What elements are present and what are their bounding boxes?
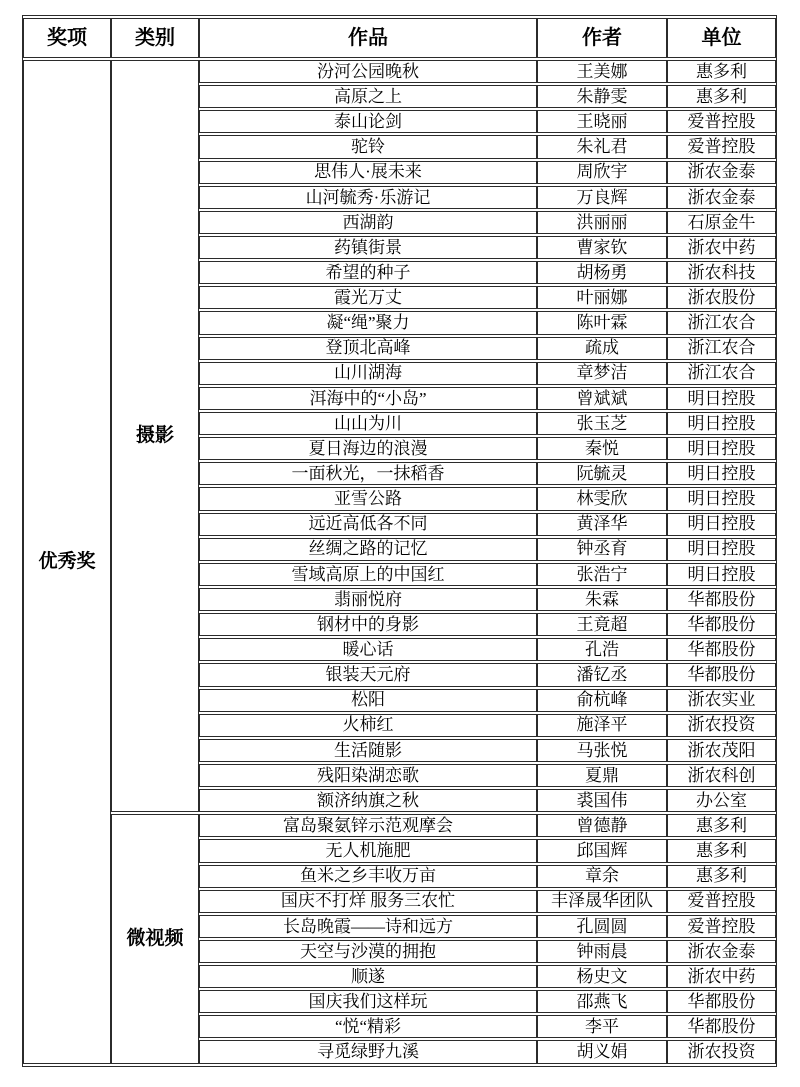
unit-cell: 华都股份 <box>667 1015 776 1038</box>
award-cell: 优秀奖 <box>23 60 111 1064</box>
work-cell: 暖心话 <box>199 638 537 661</box>
work-cell: 思伟人·展未来 <box>199 161 537 184</box>
unit-cell: 明日控股 <box>667 387 776 410</box>
unit-cell: 明日控股 <box>667 563 776 586</box>
awards-table <box>22 15 777 1067</box>
author-cell: 疏成 <box>537 337 667 360</box>
author-cell: 黄泽华 <box>537 513 667 536</box>
col-header-work: 作品 <box>199 18 537 58</box>
unit-cell: 爱普控股 <box>667 890 776 913</box>
work-cell: “悦“精彩 <box>199 1015 537 1038</box>
author-cell: 施泽平 <box>537 714 667 737</box>
unit-cell: 浙农投资 <box>667 714 776 737</box>
work-cell: 霞光万丈 <box>199 286 537 309</box>
work-cell: 翡丽悦府 <box>199 588 537 611</box>
unit-cell: 明日控股 <box>667 487 776 510</box>
table-row <box>23 60 776 83</box>
unit-cell: 浙江农合 <box>667 311 776 334</box>
table-row <box>23 814 776 837</box>
author-cell: 马张悦 <box>537 739 667 762</box>
work-cell: 钢材中的身影 <box>199 613 537 636</box>
unit-cell: 浙农茂阳 <box>667 739 776 762</box>
work-cell: 残阳染湖恋歌 <box>199 764 537 787</box>
work-cell: 银装天元府 <box>199 663 537 686</box>
work-cell: 西湖韵 <box>199 211 537 234</box>
col-header-unit: 单位 <box>667 18 776 58</box>
author-cell: 陈叶霖 <box>537 311 667 334</box>
work-cell: 寻觅绿野九溪 <box>199 1040 537 1064</box>
unit-cell: 惠多利 <box>667 865 776 888</box>
unit-cell: 爱普控股 <box>667 135 776 158</box>
unit-cell: 明日控股 <box>667 412 776 435</box>
work-cell: 松阳 <box>199 689 537 712</box>
work-cell: 高原之上 <box>199 85 537 108</box>
unit-cell: 惠多利 <box>667 814 776 837</box>
work-cell: 希望的种子 <box>199 261 537 284</box>
unit-cell: 华都股份 <box>667 990 776 1013</box>
work-cell: 国庆不打烊 服务三农忙 <box>199 890 537 913</box>
category-cell: 微视频 <box>111 814 199 1064</box>
author-cell: 邵燕飞 <box>537 990 667 1013</box>
col-header-category: 类别 <box>111 18 199 58</box>
author-cell: 万良辉 <box>537 186 667 209</box>
author-cell: 叶丽娜 <box>537 286 667 309</box>
work-cell: 鱼米之乡丰收万亩 <box>199 865 537 888</box>
unit-cell: 华都股份 <box>667 613 776 636</box>
work-cell: 一面秋光，一抹稻香 <box>199 462 537 485</box>
col-header-award: 奖项 <box>23 18 111 58</box>
work-cell: 驼铃 <box>199 135 537 158</box>
author-cell: 孔浩 <box>537 638 667 661</box>
work-cell: 丝绸之路的记忆 <box>199 538 537 561</box>
unit-cell: 明日控股 <box>667 538 776 561</box>
author-cell: 周欣宇 <box>537 161 667 184</box>
author-cell: 胡义娟 <box>537 1040 667 1064</box>
author-cell: 邱国辉 <box>537 839 667 862</box>
author-cell: 洪丽丽 <box>537 211 667 234</box>
author-cell: 林雯欣 <box>537 487 667 510</box>
unit-cell: 浙农实业 <box>667 689 776 712</box>
unit-cell: 明日控股 <box>667 437 776 460</box>
unit-cell: 华都股份 <box>667 588 776 611</box>
unit-cell: 惠多利 <box>667 60 776 83</box>
unit-cell: 明日控股 <box>667 462 776 485</box>
work-cell: 长岛晚霞——诗和远方 <box>199 915 537 938</box>
work-cell: 汾河公园晚秋 <box>199 60 537 83</box>
unit-cell: 浙农金泰 <box>667 161 776 184</box>
header-row <box>23 18 776 58</box>
author-cell: 张玉芝 <box>537 412 667 435</box>
author-cell: 阮毓灵 <box>537 462 667 485</box>
unit-cell: 华都股份 <box>667 663 776 686</box>
unit-cell: 爱普控股 <box>667 110 776 133</box>
author-cell: 孔圆圆 <box>537 915 667 938</box>
work-cell: 无人机施肥 <box>199 839 537 862</box>
author-cell: 章梦洁 <box>537 362 667 385</box>
unit-cell: 浙农科技 <box>667 261 776 284</box>
work-cell: 夏日海边的浪漫 <box>199 437 537 460</box>
work-cell: 天空与沙漠的拥抱 <box>199 940 537 963</box>
author-cell: 裘国伟 <box>537 789 667 812</box>
author-cell: 潘钇丞 <box>537 663 667 686</box>
author-cell: 曾斌斌 <box>537 387 667 410</box>
col-header-author: 作者 <box>537 18 667 58</box>
author-cell: 丰泽晟华团队 <box>537 890 667 913</box>
author-cell: 王竟超 <box>537 613 667 636</box>
unit-cell: 惠多利 <box>667 839 776 862</box>
work-cell: 药镇街景 <box>199 236 537 259</box>
unit-cell: 明日控股 <box>667 513 776 536</box>
work-cell: 凝“绳”聚力 <box>199 311 537 334</box>
unit-cell: 浙农金泰 <box>667 940 776 963</box>
author-cell: 张浩宁 <box>537 563 667 586</box>
work-cell: 远近高低各不同 <box>199 513 537 536</box>
unit-cell: 办公室 <box>667 789 776 812</box>
author-cell: 朱静雯 <box>537 85 667 108</box>
author-cell: 李平 <box>537 1015 667 1038</box>
category-cell: 摄影 <box>111 60 199 812</box>
author-cell: 曾德静 <box>537 814 667 837</box>
work-cell: 山川湖海 <box>199 362 537 385</box>
unit-cell: 石原金牛 <box>667 211 776 234</box>
unit-cell: 爱普控股 <box>667 915 776 938</box>
author-cell: 钟丞育 <box>537 538 667 561</box>
author-cell: 朱礼君 <box>537 135 667 158</box>
author-cell: 胡杨勇 <box>537 261 667 284</box>
work-cell: 泰山论剑 <box>199 110 537 133</box>
work-cell: 国庆我们这样玩 <box>199 990 537 1013</box>
work-cell: 额济纳旗之秋 <box>199 789 537 812</box>
unit-cell: 华都股份 <box>667 638 776 661</box>
unit-cell: 浙农投资 <box>667 1040 776 1064</box>
work-cell: 生活随影 <box>199 739 537 762</box>
author-cell: 朱霖 <box>537 588 667 611</box>
author-cell: 王晓丽 <box>537 110 667 133</box>
author-cell: 章余 <box>537 865 667 888</box>
unit-cell: 惠多利 <box>667 85 776 108</box>
unit-cell: 浙江农合 <box>667 337 776 360</box>
author-cell: 钟雨晨 <box>537 940 667 963</box>
unit-cell: 浙农股份 <box>667 286 776 309</box>
unit-cell: 浙农中药 <box>667 236 776 259</box>
work-cell: 洱海中的“小岛” <box>199 387 537 410</box>
work-cell: 顺遂 <box>199 965 537 988</box>
work-cell: 富岛聚氨锌示范观摩会 <box>199 814 537 837</box>
work-cell: 雪域高原上的中国红 <box>199 563 537 586</box>
author-cell: 秦悦 <box>537 437 667 460</box>
work-cell: 亚雪公路 <box>199 487 537 510</box>
unit-cell: 浙农金泰 <box>667 186 776 209</box>
work-cell: 火柿红 <box>199 714 537 737</box>
unit-cell: 浙江农合 <box>667 362 776 385</box>
work-cell: 登顶北高峰 <box>199 337 537 360</box>
unit-cell: 浙农科创 <box>667 764 776 787</box>
work-cell: 山山为川 <box>199 412 537 435</box>
author-cell: 杨史文 <box>537 965 667 988</box>
author-cell: 夏鼎 <box>537 764 667 787</box>
work-cell: 山河毓秀·乐游记 <box>199 186 537 209</box>
unit-cell: 浙农中药 <box>667 965 776 988</box>
author-cell: 曹家钦 <box>537 236 667 259</box>
author-cell: 王美娜 <box>537 60 667 83</box>
author-cell: 俞杭峰 <box>537 689 667 712</box>
